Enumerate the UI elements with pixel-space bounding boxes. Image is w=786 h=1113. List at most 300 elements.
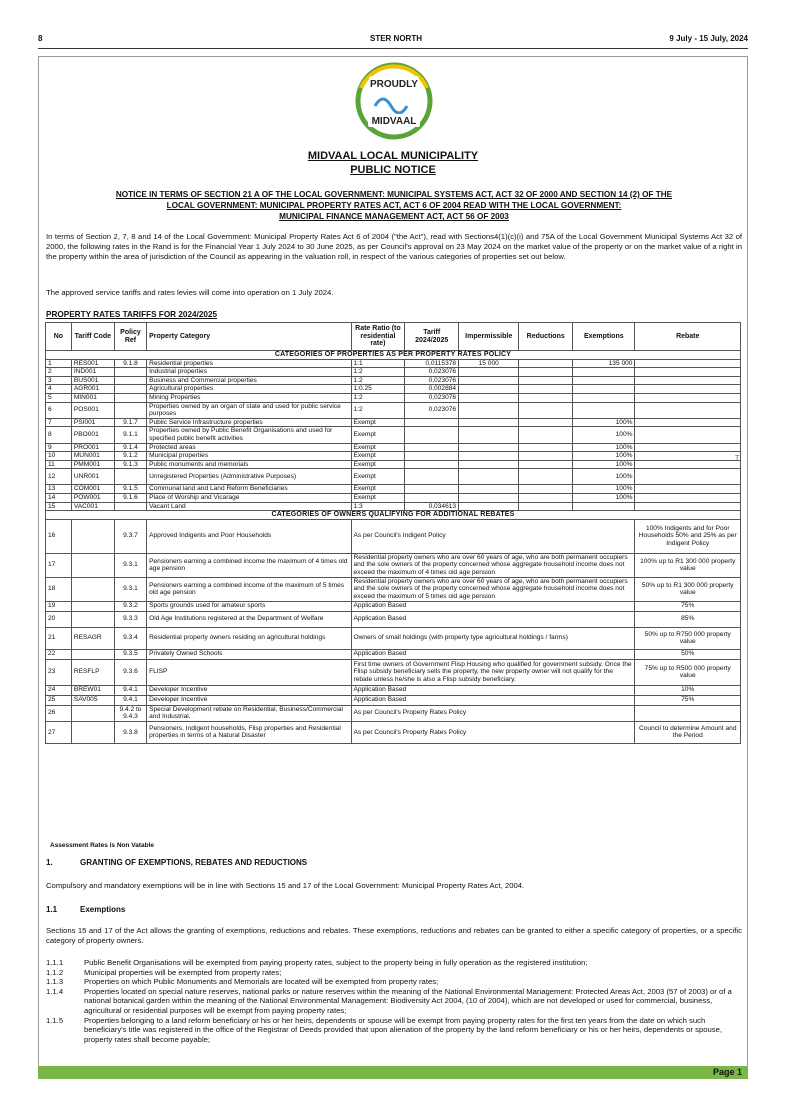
table-cell: Properties owned by Public Benefit Organisations and used for specified public benefit activities bbox=[147, 427, 351, 443]
table-cell: Place of Worship and Vicarage bbox=[147, 493, 351, 502]
table-cell: VAC001 bbox=[71, 502, 114, 511]
table-cell bbox=[635, 393, 741, 402]
table-cell bbox=[459, 368, 519, 377]
table-cell: 50% bbox=[635, 649, 741, 659]
table-cell bbox=[519, 493, 573, 502]
table-cell: 21 bbox=[46, 627, 72, 649]
table-cell: PBO001 bbox=[71, 427, 114, 443]
table-row bbox=[46, 649, 741, 659]
table-cell: 100% bbox=[573, 427, 635, 443]
table-cell bbox=[519, 443, 573, 452]
table-cell bbox=[459, 502, 519, 511]
col-header: Rebate bbox=[635, 323, 741, 351]
table-cell: Pensioners earning a combined income of the maximum of 5 times old age pension bbox=[147, 577, 351, 601]
table-cell: Application Based bbox=[351, 601, 635, 611]
table-cell: Exempt bbox=[351, 469, 405, 485]
table-cell bbox=[635, 460, 741, 469]
table-cell: 9.3.8 bbox=[114, 721, 146, 743]
table-row bbox=[46, 485, 741, 494]
table-cell bbox=[573, 393, 635, 402]
table-cell: 75% up to R500 000 property value bbox=[635, 659, 741, 685]
table-cell bbox=[459, 443, 519, 452]
table-cell: AGR001 bbox=[71, 385, 114, 394]
table-cell: BUS001 bbox=[71, 376, 114, 385]
table-cell: 27 bbox=[46, 721, 72, 743]
table-cell bbox=[635, 443, 741, 452]
table-cell bbox=[405, 485, 459, 494]
table-cell: POW001 bbox=[71, 493, 114, 502]
table-cell: Old Age Institutions registered at the Department of Welfare bbox=[147, 611, 351, 627]
section-1-1-heading bbox=[46, 905, 742, 914]
table-cell: Unregistered Properties (Administrative Purposes) bbox=[147, 469, 351, 485]
table-row bbox=[46, 418, 741, 427]
table-cell: Mining Properties bbox=[147, 393, 351, 402]
table-row bbox=[46, 393, 741, 402]
table-cell: 15 000 bbox=[459, 359, 519, 368]
table-cell: 24 bbox=[46, 685, 72, 695]
table-row bbox=[46, 460, 741, 469]
table-cell: 20 bbox=[46, 611, 72, 627]
rates-tariff-table bbox=[45, 322, 741, 744]
list-item-text: Municipal properties will be exempted from property rates; bbox=[84, 967, 282, 977]
col-header: Tariff 2024/2025 bbox=[405, 323, 459, 351]
table-cell: 15 bbox=[46, 502, 72, 511]
table-row bbox=[46, 376, 741, 385]
intro-paragraph: In terms of Section 2, 7, 8 and 14 of the Local Government: Municipal Property Rates Act 6 of 2004 ("the Act"), read with Sections4(1)(c)(i) and 75A of the Local Government Municipal Systems Act 32 of 2000, the following rates in the Rand is for the Financial Year 1 July 2024 to 30 June 2025, as per Council's approval on 23 May 2024 on the market value of the property or on the market value of a right in the property within the area of jurisdiction of the Council as appearing in the valuation roll, in respect of the various categories of properties set out below. bbox=[46, 232, 742, 262]
table-cell bbox=[573, 385, 635, 394]
table-cell bbox=[459, 469, 519, 485]
section-title: GRANTING OF EXEMPTIONS, REBATES AND REDUCTIONS bbox=[80, 858, 308, 867]
table-cell: 50% up to R750 000 property value bbox=[635, 627, 741, 649]
table-cell bbox=[405, 469, 459, 485]
table-cell: Protected areas bbox=[147, 443, 351, 452]
table-cell: 100% bbox=[573, 485, 635, 494]
table-cell: 9.1.3 bbox=[114, 460, 146, 469]
table-cell: 135 000 bbox=[573, 359, 635, 368]
table-cell: Developer Incentive bbox=[147, 695, 351, 705]
table-cell bbox=[71, 611, 114, 627]
table-cell bbox=[114, 385, 146, 394]
table-cell: 0,023076 bbox=[405, 402, 459, 418]
table-cell: 1:3 bbox=[351, 502, 405, 511]
table-cell bbox=[573, 402, 635, 418]
table-cell bbox=[519, 427, 573, 443]
table-cell: 1 bbox=[46, 359, 72, 368]
table-cell bbox=[635, 485, 741, 494]
municipality-title: MIDVAAL LOCAL MUNICIPALITY bbox=[307, 150, 479, 162]
table-cell: Sports grounds used for amateur sports bbox=[147, 601, 351, 611]
table-cell: 25 bbox=[46, 695, 72, 705]
col-header: Policy Ref bbox=[114, 323, 146, 351]
table-cell bbox=[519, 393, 573, 402]
table-row bbox=[46, 502, 741, 511]
notice-heading-line-2: LOCAL GOVERNMENT: MUNICIPAL PROPERTY RATES ACT, ACT 6 OF 2004 READ WITH THE LOCAL GOVERNMENT: bbox=[166, 201, 622, 210]
table-cell: 9.1.2 bbox=[114, 452, 146, 461]
table-cell: 100% bbox=[573, 493, 635, 502]
table-cell: 3 bbox=[46, 376, 72, 385]
table-cell: FLISP bbox=[147, 659, 351, 685]
table-cell: Developer Incentive bbox=[147, 685, 351, 695]
table-cell bbox=[573, 368, 635, 377]
table-cell bbox=[459, 460, 519, 469]
table-cell: 8 bbox=[46, 427, 72, 443]
table-cell: 9.1.5 bbox=[114, 485, 146, 494]
table-row bbox=[46, 493, 741, 502]
table-cell: 10 bbox=[46, 452, 72, 461]
table-cell: Residential property owners who are over 60 years of age, who are both permanent occupiers and the sole owners of the property concerned whose aggregate household income does not exceed the maximum of 5 times old age pension bbox=[351, 577, 635, 601]
table-cell: UNR001 bbox=[71, 469, 114, 485]
table-cell bbox=[405, 443, 459, 452]
table-cell: Exempt bbox=[351, 427, 405, 443]
table-row bbox=[46, 577, 741, 601]
table-cell: RESAGR bbox=[71, 627, 114, 649]
table-row bbox=[46, 359, 741, 368]
table-row bbox=[46, 452, 741, 461]
table-cell: MUN001 bbox=[71, 452, 114, 461]
table-cell bbox=[519, 485, 573, 494]
table-cell bbox=[405, 418, 459, 427]
table-cell: Residential properties bbox=[147, 359, 351, 368]
table-cell bbox=[635, 385, 741, 394]
notice-heading bbox=[56, 189, 732, 222]
table-cell bbox=[635, 368, 741, 377]
table-cell: 23 bbox=[46, 659, 72, 685]
table-cell: 14 bbox=[46, 493, 72, 502]
category-header: CATEGORIES OF PROPERTIES AS PER PROPERTY RATES POLICY bbox=[46, 351, 741, 360]
table-cell: Public monuments and memorials bbox=[147, 460, 351, 469]
table-cell bbox=[519, 376, 573, 385]
table-cell bbox=[459, 385, 519, 394]
table-row bbox=[46, 469, 741, 485]
list-item-number: 1.1.3 bbox=[46, 977, 64, 987]
table-cell bbox=[71, 519, 114, 553]
table-cell bbox=[635, 705, 741, 721]
table-cell: Residential property owners who are over 60 years of age, who are both permanent occupiers and the sole owners of the property concerned whose aggregate household income does not exceed the maximum of 4 times old age pension bbox=[351, 553, 635, 577]
table-cell: 100% up to R1 300 000 property value bbox=[635, 553, 741, 577]
table-cell bbox=[71, 721, 114, 743]
table-cell: 9.3.4 bbox=[114, 627, 146, 649]
table-title: PROPERTY RATES TARIFFS FOR 2024/2025 bbox=[46, 310, 218, 319]
table-cell: 1:0.25 bbox=[351, 385, 405, 394]
table-cell bbox=[114, 368, 146, 377]
table-row bbox=[46, 402, 741, 418]
table-cell: 4 bbox=[46, 385, 72, 394]
table-cell: 9.1.1 bbox=[114, 427, 146, 443]
table-cell bbox=[405, 460, 459, 469]
list-item-text: Properties located on special nature reserves, national parks or nature reserves within the meaning of the National Environmental Management: Protected Areas Act, 2003 (57 of 2003) or of a national botanical garden within the meaning of the National Environmental Management: Biodiversity Act 2004, (10 of 2004), which are not developed or used for commercial, business, agricultural or residential purposes will be exempt from paying property rates; bbox=[84, 986, 732, 1015]
table-cell: Approved Indigents and Poor Households bbox=[147, 519, 351, 553]
table-cell bbox=[114, 469, 146, 485]
table-cell bbox=[71, 553, 114, 577]
col-header: Exemptions bbox=[573, 323, 635, 351]
table-cell: 0,0115378 bbox=[405, 359, 459, 368]
table-cell bbox=[635, 376, 741, 385]
table-cell: 26 bbox=[46, 705, 72, 721]
table-cell: COM001 bbox=[71, 485, 114, 494]
public-notice-title: PUBLIC NOTICE bbox=[350, 164, 436, 176]
table-cell bbox=[635, 502, 741, 511]
table-cell: 9.4.1 bbox=[114, 695, 146, 705]
table-cell: Municipal properties bbox=[147, 452, 351, 461]
exemptions-list bbox=[46, 958, 742, 1044]
table-row bbox=[46, 427, 741, 443]
list-item bbox=[46, 977, 742, 987]
table-cell bbox=[459, 402, 519, 418]
table-note: Assessment Rates is Non Vatable bbox=[50, 842, 155, 849]
table-cell: 1:2 bbox=[351, 368, 405, 377]
table-row bbox=[46, 368, 741, 377]
page-number: 8 bbox=[38, 34, 43, 43]
section-title: Exemptions bbox=[80, 905, 126, 914]
table-cell: Application Based bbox=[351, 649, 635, 659]
table-cell bbox=[635, 427, 741, 443]
col-header: Reductions bbox=[519, 323, 573, 351]
notice-heading-line-3: MUNICIPAL FINANCE MANAGEMENT ACT, ACT 56 OF 2003 bbox=[279, 212, 509, 221]
table-cell: 18 bbox=[46, 577, 72, 601]
table-cell: 9.3.2 bbox=[114, 601, 146, 611]
table-cell: 0,023076 bbox=[405, 368, 459, 377]
table-row bbox=[46, 721, 741, 743]
notice-heading-line-1: NOTICE IN TERMS OF SECTION 21 A OF THE LOCAL GOVERNMENT: MUNICIPAL SYSTEMS ACT, ACT 32 OF 2000 AND SECTION 14 (2) OF THE bbox=[115, 190, 673, 199]
col-header: Tariff Code bbox=[71, 323, 114, 351]
list-item-text: Properties belonging to a land reform beneficiary or his or her heirs, dependents or spouse will be exempt from paying property rates for the first ten years from the date on which such beneficiary's title was registered in the office of the Registrar of Deeds provided that upon alienation of the property by the land reform beneficiary or his or her heirs, dependents or spouse, property rates shall become payable; bbox=[84, 1015, 723, 1044]
table-cell bbox=[459, 376, 519, 385]
table-cell bbox=[519, 502, 573, 511]
table-cell: 12 bbox=[46, 469, 72, 485]
publication-name: STER NORTH bbox=[370, 34, 422, 43]
table-cell bbox=[519, 385, 573, 394]
table-cell: Exempt bbox=[351, 460, 405, 469]
table-cell: Communal land and Land Reform Beneficiaries bbox=[147, 485, 351, 494]
table-cell: 17 bbox=[46, 553, 72, 577]
table-cell bbox=[114, 502, 146, 511]
table-cell bbox=[405, 452, 459, 461]
category-header-row bbox=[46, 511, 741, 520]
table-cell: 100% bbox=[573, 452, 635, 461]
table-cell: Properties owned by an organ of state and used for public service purposes bbox=[147, 402, 351, 418]
table-cell bbox=[459, 493, 519, 502]
table-cell: Application Based bbox=[351, 685, 635, 695]
table-cell bbox=[635, 402, 741, 418]
table-cell bbox=[459, 485, 519, 494]
section-1-text: Compulsory and mandatory exemptions will be in line with Sections 15 and 17 of the Local Government: Municipal Property Rates Act, 2004. bbox=[46, 881, 525, 890]
section-1-1-text: Sections 15 and 17 of the Act allows the granting of exemptions, reductions and rebates. These exemptions, reductions and rebates can be granted to either a specific category of properties, or a specific category of property owners. bbox=[46, 926, 742, 946]
table-cell: 100% bbox=[573, 469, 635, 485]
table-cell: Special Development rebate on Residential, Business/Commercial and Industrial. bbox=[147, 705, 351, 721]
table-cell: Business and Commercial properties bbox=[147, 376, 351, 385]
logo-proudly-text: PROUDLY bbox=[370, 79, 418, 90]
table-cell: 75% bbox=[635, 601, 741, 611]
table-cell: 22 bbox=[46, 649, 72, 659]
table-cell: Owners of small holdings (with property type agricultural holdings / farms) bbox=[351, 627, 635, 649]
table-header-row bbox=[46, 323, 741, 351]
table-cell: Exempt bbox=[351, 443, 405, 452]
section-number: 1. bbox=[46, 858, 53, 867]
table-cell: Exempt bbox=[351, 485, 405, 494]
table-cell: 0,002884 bbox=[405, 385, 459, 394]
table-cell: Exempt bbox=[351, 418, 405, 427]
table-cell: PRO001 bbox=[71, 443, 114, 452]
table-cell bbox=[71, 601, 114, 611]
table-cell: Privately Owned Schools bbox=[147, 649, 351, 659]
table-cell: BREW01 bbox=[71, 685, 114, 695]
table-cell: PMM001 bbox=[71, 460, 114, 469]
table-cell: 13 bbox=[46, 485, 72, 494]
table-cell: 1:2 bbox=[351, 402, 405, 418]
table-cell: POS001 bbox=[71, 402, 114, 418]
table-cell: 11 bbox=[46, 460, 72, 469]
list-item-number: 1.1.4 bbox=[46, 986, 64, 996]
table-cell: 85% bbox=[635, 611, 741, 627]
stray-mark: T bbox=[735, 455, 740, 462]
table-cell: Industrial properties bbox=[147, 368, 351, 377]
table-cell bbox=[459, 418, 519, 427]
col-header: Impermissible bbox=[459, 323, 519, 351]
table-cell: 9.3.6 bbox=[114, 659, 146, 685]
table-cell: 0,023076 bbox=[405, 376, 459, 385]
section-1-heading bbox=[46, 858, 742, 867]
table-cell bbox=[71, 649, 114, 659]
table-cell bbox=[114, 402, 146, 418]
table-cell bbox=[519, 359, 573, 368]
table-cell: 9.1.6 bbox=[114, 493, 146, 502]
table-cell: Agricultural properties bbox=[147, 385, 351, 394]
table-cell: Exempt bbox=[351, 493, 405, 502]
table-cell bbox=[635, 359, 741, 368]
table-row bbox=[46, 685, 741, 695]
table-cell: 100% Indigents and for Poor Households 50% and 25% as per Indigent Policy bbox=[635, 519, 741, 553]
footer-bar bbox=[38, 1066, 748, 1079]
table-row bbox=[46, 659, 741, 685]
table-cell: RES001 bbox=[71, 359, 114, 368]
table-row bbox=[46, 385, 741, 394]
table-cell: 6 bbox=[46, 402, 72, 418]
table-cell: 50% up to R1 300 000 property value bbox=[635, 577, 741, 601]
table-cell bbox=[405, 427, 459, 443]
table-cell bbox=[405, 493, 459, 502]
table-cell: Application Based bbox=[351, 695, 635, 705]
list-item bbox=[46, 958, 742, 968]
list-item bbox=[46, 968, 742, 978]
table-cell: Exempt bbox=[351, 452, 405, 461]
table-cell: As per Council's Property Rates Policy bbox=[351, 721, 635, 743]
table-cell: As per Council's Property Rates Policy bbox=[351, 705, 635, 721]
list-item-text: Properties on which Public Monuments and Memorials are located will be exempted from property rates; bbox=[84, 977, 439, 987]
table-cell: Pensioners earning a combined income the maximum of 4 times old age pension bbox=[147, 553, 351, 577]
table-cell bbox=[459, 427, 519, 443]
table-cell: Residential property owners residing on agricultural holdings bbox=[147, 627, 351, 649]
date-range: 9 July - 15 July, 2024 bbox=[669, 34, 748, 43]
table-cell bbox=[71, 705, 114, 721]
table-cell: 9.1.8 bbox=[114, 359, 146, 368]
list-item-number: 1.1.2 bbox=[46, 967, 64, 977]
table-row bbox=[46, 553, 741, 577]
list-item-number: 1.1.5 bbox=[46, 1015, 64, 1025]
table-cell: 9.1.7 bbox=[114, 418, 146, 427]
table-cell: 2 bbox=[46, 368, 72, 377]
table-cell bbox=[519, 368, 573, 377]
category-header: CATEGORIES OF OWNERS QUALIFYING FOR ADDITIONAL REBATES bbox=[46, 511, 741, 520]
list-item bbox=[46, 1016, 742, 1045]
table-cell bbox=[635, 493, 741, 502]
col-header: No bbox=[46, 323, 72, 351]
proudly-midvaal-logo bbox=[335, 60, 453, 142]
table-cell: 9.3.7 bbox=[114, 519, 146, 553]
table-cell: 100% bbox=[573, 418, 635, 427]
table-row bbox=[46, 627, 741, 649]
col-header: Property Category bbox=[147, 323, 351, 351]
table-cell: MIN001 bbox=[71, 393, 114, 402]
table-cell bbox=[459, 452, 519, 461]
table-cell bbox=[519, 418, 573, 427]
table-cell bbox=[573, 502, 635, 511]
table-row bbox=[46, 601, 741, 611]
table-row bbox=[46, 519, 741, 553]
table-cell: 9.3.5 bbox=[114, 649, 146, 659]
col-header: Rate Ratio (to residential rate) bbox=[351, 323, 405, 351]
table-cell: 0,023076 bbox=[405, 393, 459, 402]
table-cell: 100% bbox=[573, 443, 635, 452]
table-cell bbox=[114, 376, 146, 385]
table-cell: 16 bbox=[46, 519, 72, 553]
category-header-row bbox=[46, 351, 741, 360]
table-cell: First time owners of Government Flisp Housing who qualified for government subsidy. Once the Flisp subsidy beneficiary sells the property, the new property owner will not qualify for the rebate unless he/she is also a Flisp subsidy beneficiary. bbox=[351, 659, 635, 685]
table-cell bbox=[519, 452, 573, 461]
newspaper-header bbox=[38, 34, 748, 48]
table-cell: 9.3.1 bbox=[114, 577, 146, 601]
table-cell: RESFLP bbox=[71, 659, 114, 685]
table-cell bbox=[71, 577, 114, 601]
list-item-number: 1.1.1 bbox=[46, 958, 64, 967]
footer-page-label: Page 1 bbox=[712, 1067, 742, 1077]
table-cell: Application Based bbox=[351, 611, 635, 627]
table-cell: Pensioners, Indigent households, Flisp properties and Residential properties in terms of a Natural Disaster bbox=[147, 721, 351, 743]
table-cell: Vacant Land bbox=[147, 502, 351, 511]
table-cell bbox=[459, 393, 519, 402]
logo-midvaal-text: MIDVAAL bbox=[371, 116, 417, 127]
table-cell: 9.3.3 bbox=[114, 611, 146, 627]
table-cell: Council to determine Amount and the Period bbox=[635, 721, 741, 743]
table-cell: 75% bbox=[635, 695, 741, 705]
table-cell bbox=[519, 460, 573, 469]
table-cell: 1:2 bbox=[351, 376, 405, 385]
list-item-text: Public Benefit Organisations will be exempted from paying property rates, subject to the property being in fully operation as the registered institution; bbox=[84, 958, 588, 967]
table-cell bbox=[635, 452, 741, 461]
table-cell: 1:2 bbox=[351, 393, 405, 402]
table-cell: 9.4.1 bbox=[114, 685, 146, 695]
table-cell: SAV005 bbox=[71, 695, 114, 705]
table-cell: 1:1 bbox=[351, 359, 405, 368]
table-cell: Public Service Infrastructure properties bbox=[147, 418, 351, 427]
table-cell: 19 bbox=[46, 601, 72, 611]
table-row bbox=[46, 705, 741, 721]
table-cell: 10% bbox=[635, 685, 741, 695]
table-cell: 0,034613 bbox=[405, 502, 459, 511]
table-row bbox=[46, 443, 741, 452]
table-row bbox=[46, 611, 741, 627]
list-item bbox=[46, 987, 742, 1016]
service-paragraph: The approved service tariffs and rates levies will come into operation on 1 July 2024. bbox=[46, 288, 334, 297]
table-cell: 9.4.2 to 9.4.3 bbox=[114, 705, 146, 721]
table-row bbox=[46, 695, 741, 705]
table-cell bbox=[114, 393, 146, 402]
table-cell: PSI001 bbox=[71, 418, 114, 427]
section-number: 1.1 bbox=[46, 905, 58, 914]
table-cell: 100% bbox=[573, 460, 635, 469]
table-cell bbox=[519, 469, 573, 485]
table-cell bbox=[573, 376, 635, 385]
table-cell: 9.1.4 bbox=[114, 443, 146, 452]
